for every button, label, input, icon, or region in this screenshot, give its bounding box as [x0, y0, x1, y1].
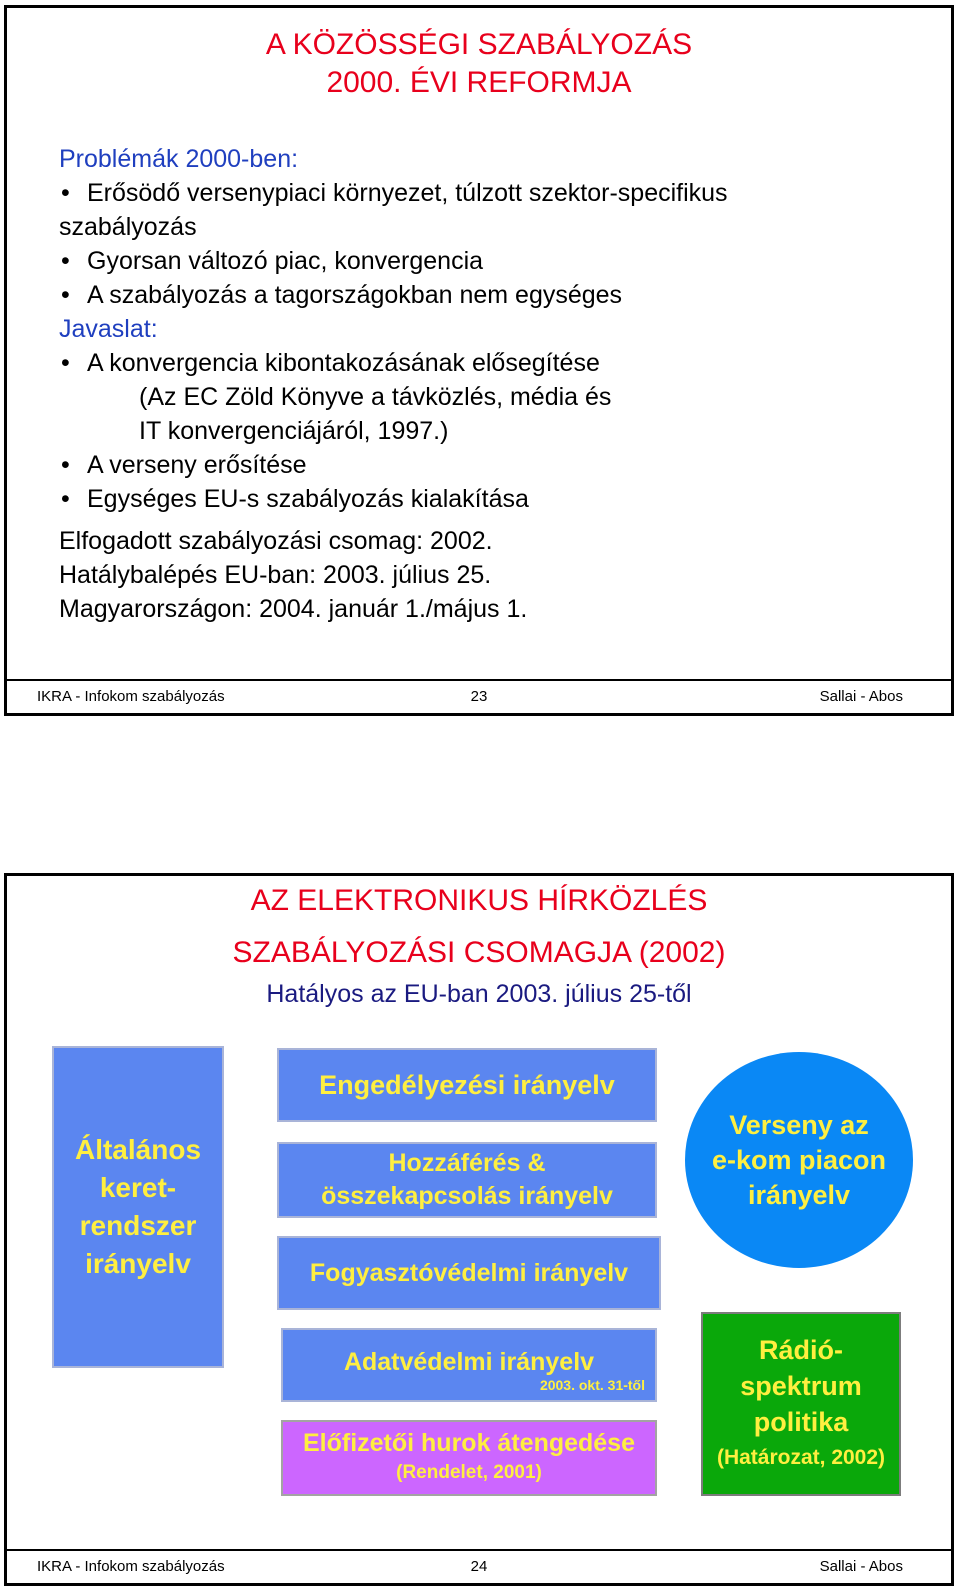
- summary-line: Elfogadott szabályozási csomag: 2002.: [59, 527, 493, 555]
- proposal-subline: IT konvergenciájáról, 1997.): [139, 417, 449, 445]
- title-line-1: A KÖZÖSSÉGI SZABÁLYOZÁS: [265, 28, 693, 61]
- slide-footer: [7, 679, 951, 713]
- proposal-subline: (Az EC Zöld Könyve a távközlés, média és: [139, 383, 612, 411]
- title-line-1: AZ ELEKTRONIKUS HÍRKÖZLÉS: [250, 884, 708, 917]
- problem-item: • Gyorsan változó piac, konvergencia: [59, 244, 931, 278]
- framework-line: keret-: [99, 1172, 177, 1203]
- slide-body: [59, 142, 931, 626]
- footer-authors: Sallai - Abos: [819, 1558, 903, 1575]
- problem-item: • Erősödő versenypiaci környezet, túlzott szektor-specifikus: [59, 176, 931, 210]
- authorisation-label: Engedélyezési irányelv: [319, 1069, 615, 1100]
- proposal-item: • A konvergencia kibontakozásának elősegítése: [59, 346, 931, 380]
- problem-item-continuation: szabályozás: [59, 213, 197, 241]
- proposal-item: • A verseny erősítése: [59, 448, 931, 482]
- consumer-directive-box: [277, 1236, 661, 1310]
- access-line: Hozzáférés &: [388, 1149, 546, 1177]
- slide-23: [4, 5, 954, 716]
- slide-24: [4, 873, 954, 1586]
- slide-footer: [7, 1549, 951, 1583]
- footer-course: IKRA - Infokom szabályozás: [37, 688, 225, 705]
- local-loop-label: Előfizetői hurok átengedése: [302, 1429, 635, 1457]
- title-line-2: 2000. ÉVI REFORMJA: [326, 66, 632, 99]
- proposal-heading: Javaslat:: [59, 315, 158, 343]
- slide-title: [7, 26, 951, 102]
- framework-line: Általános: [74, 1134, 202, 1165]
- problem-item: • A szabályozás a tagországokban nem egységes: [59, 278, 931, 312]
- spectrum-note: (Határozat, 2002): [716, 1446, 886, 1469]
- competition-line: irányelv: [747, 1179, 851, 1210]
- framework-directive-box: [52, 1046, 224, 1368]
- summary-line: Magyarországon: 2004. január 1./május 1.: [59, 595, 528, 623]
- competition-line: Verseny az: [729, 1109, 869, 1140]
- data-protection-date: 2003. okt. 31-től: [539, 1377, 645, 1393]
- authorisation-directive-box: [277, 1048, 657, 1122]
- proposal-item: • Egységes EU-s szabályozás kialakítása: [59, 482, 931, 516]
- competition-directive-circle: [685, 1052, 913, 1268]
- local-loop-note: (Rendelet, 2001): [396, 1462, 542, 1483]
- footer-course: IKRA - Infokom szabályozás: [37, 1558, 225, 1575]
- framework-line: irányelv: [85, 1248, 191, 1279]
- slide-subtitle: Hatályos az EU-ban 2003. július 25-től: [266, 980, 692, 1008]
- access-line: összekapcsolás irányelv: [321, 1182, 613, 1210]
- local-loop-regulation-box: [281, 1420, 657, 1496]
- spectrum-line: politika: [753, 1407, 849, 1437]
- summary-line: Hatálybalépés EU-ban: 2003. július 25.: [59, 561, 492, 589]
- spectrum-line: spektrum: [740, 1371, 862, 1401]
- footer-authors: Sallai - Abos: [819, 688, 903, 705]
- spectrum-line: Rádió-: [759, 1335, 843, 1365]
- radio-spectrum-policy-box: [701, 1312, 901, 1496]
- page-number: 23: [470, 688, 488, 705]
- consumer-label: Fogyasztóvédelmi irányelv: [309, 1258, 629, 1287]
- problems-heading: Problémák 2000-ben:: [59, 145, 299, 173]
- title-line-2: SZABÁLYOZÁSI CSOMAGJA (2002): [232, 936, 726, 969]
- framework-line: rendszer: [79, 1210, 197, 1241]
- competition-line: e-kom piacon: [711, 1144, 887, 1175]
- access-directive-box: [277, 1142, 657, 1218]
- data-protection-directive-box: [281, 1328, 657, 1402]
- data-protection-label: Adatvédelmi irányelv: [343, 1348, 595, 1376]
- page-number: 24: [470, 1558, 488, 1575]
